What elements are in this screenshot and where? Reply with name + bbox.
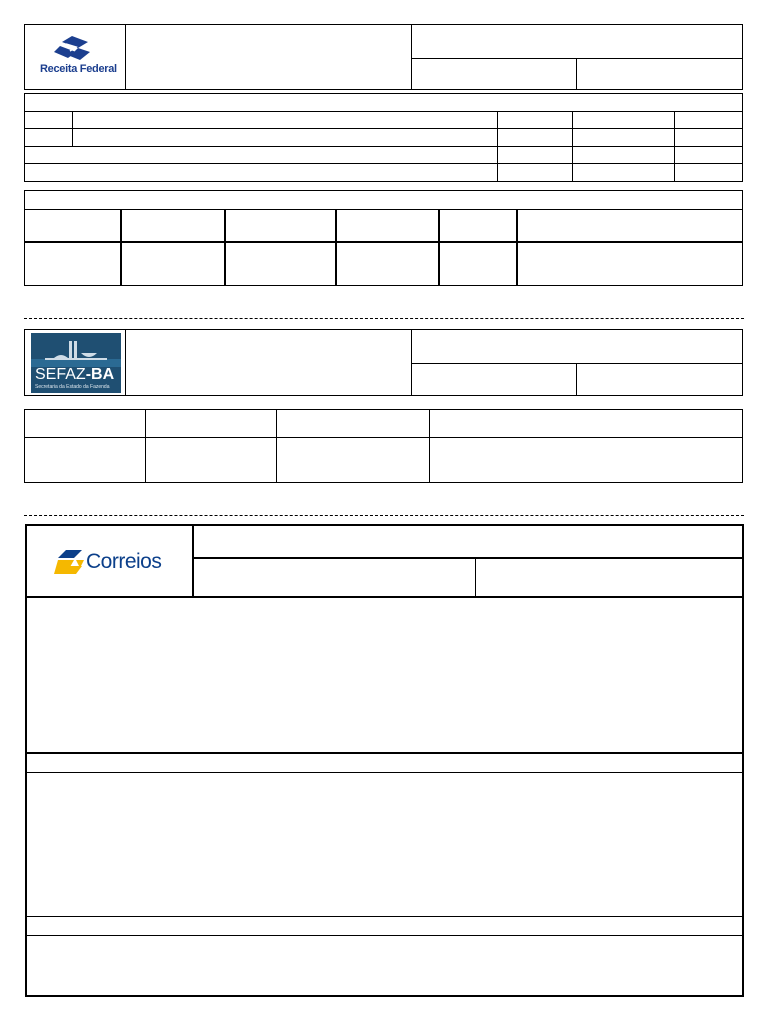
- divider: [576, 363, 577, 396]
- divider: [72, 111, 73, 146]
- receita-info-table: [24, 93, 743, 182]
- divider: [335, 209, 337, 286]
- sefaz-logo-main: SEFAZ: [35, 366, 86, 383]
- divider: [497, 111, 498, 182]
- receita-logo: [30, 34, 120, 82]
- sefaz-logo: [31, 333, 121, 393]
- receita-header-box: [24, 24, 743, 90]
- divider: [25, 935, 744, 936]
- cut-line: [24, 318, 744, 319]
- divider: [24, 111, 743, 112]
- divider: [411, 24, 412, 90]
- divider: [25, 772, 744, 773]
- correios-logo: [52, 547, 172, 579]
- correios-arrows-icon: [52, 548, 86, 576]
- divider: [125, 329, 126, 396]
- divider: [25, 916, 744, 917]
- divider: [24, 241, 743, 243]
- receita-emblem-icon: [30, 34, 120, 62]
- receita-logo-text: Receita Federal: [40, 63, 117, 75]
- divider: [24, 146, 743, 147]
- divider: [674, 111, 675, 182]
- divider: [276, 409, 277, 483]
- correios-logo-text: Correios: [86, 550, 162, 573]
- sefaz-logo-state: -BA: [85, 366, 115, 383]
- divider: [125, 24, 126, 90]
- divider: [25, 596, 744, 598]
- congress-building-icon: [31, 333, 121, 367]
- divider: [192, 524, 194, 597]
- sefaz-logo-subtitle: Secretaria da Estado da Fazenda: [35, 384, 110, 390]
- divider: [24, 209, 743, 210]
- divider: [224, 209, 226, 286]
- sefaz-values-table: [24, 409, 743, 483]
- divider: [516, 209, 518, 286]
- divider: [576, 58, 577, 90]
- divider: [145, 409, 146, 483]
- divider: [475, 557, 476, 597]
- cut-line: [24, 515, 744, 516]
- sefaz-logo-title: [35, 366, 114, 384]
- divider: [25, 752, 744, 754]
- divider: [572, 111, 573, 182]
- correios-box: [25, 524, 744, 997]
- divider: [438, 209, 440, 286]
- receita-values-table: [24, 190, 743, 286]
- divider: [411, 363, 743, 364]
- divider: [192, 557, 744, 559]
- divider: [429, 409, 430, 483]
- divider: [120, 209, 122, 286]
- divider: [24, 163, 743, 164]
- divider: [24, 128, 743, 129]
- divider: [411, 58, 743, 59]
- divider: [24, 437, 743, 438]
